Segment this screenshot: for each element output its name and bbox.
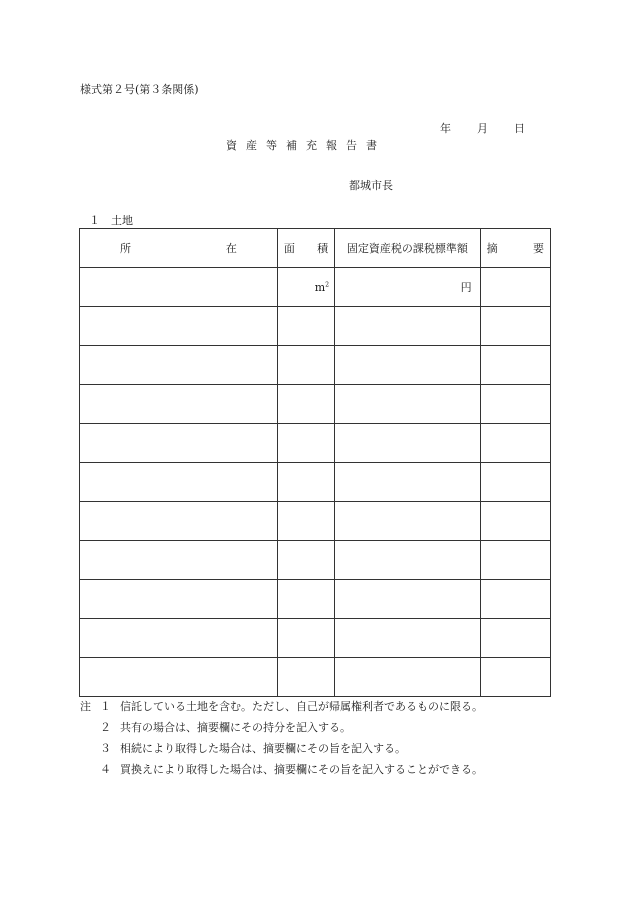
- note-text: 買換えにより取得した場合は、摘要欄にその旨を記入することができる。: [120, 763, 483, 776]
- cell-tax-value[interactable]: [335, 424, 481, 463]
- cell-location[interactable]: [80, 424, 278, 463]
- header-area: [277, 229, 334, 268]
- date-day: 日: [514, 122, 525, 135]
- cell-remarks[interactable]: [480, 502, 550, 541]
- addressee: 都城市長: [349, 179, 393, 192]
- cell-location[interactable]: [80, 619, 278, 658]
- header-area-char1: 面: [283, 242, 295, 255]
- note-item: [80, 696, 483, 717]
- note-number: ３: [100, 742, 111, 755]
- cell-tax-value[interactable]: [335, 580, 481, 619]
- document-title: 資産等補充報告書: [226, 139, 386, 152]
- table-row: [80, 463, 551, 502]
- cell-area[interactable]: [277, 307, 334, 346]
- cell-remarks[interactable]: [480, 346, 550, 385]
- table-row: [80, 502, 551, 541]
- cell-tax-value[interactable]: [335, 307, 481, 346]
- table-row: [80, 619, 551, 658]
- unit-area-sup: 2: [325, 280, 330, 288]
- table-row: [80, 268, 551, 307]
- cell-area[interactable]: [277, 268, 334, 307]
- note-item: [80, 717, 483, 738]
- cell-remarks[interactable]: [480, 619, 550, 658]
- cell-tax-value[interactable]: [335, 268, 481, 307]
- header-location-char2: 在: [225, 242, 237, 255]
- cell-location[interactable]: [80, 541, 278, 580]
- cell-location[interactable]: [80, 346, 278, 385]
- header-location-char1: 所: [120, 242, 131, 255]
- table-header-row: [80, 229, 551, 268]
- cell-area[interactable]: [277, 619, 334, 658]
- cell-remarks[interactable]: [480, 658, 550, 697]
- note-text: 共有の場合は、摘要欄にその持分を記入する。: [120, 721, 351, 734]
- table-row: [80, 346, 551, 385]
- note-text: 相続により取得した場合は、摘要欄にその旨を記入する。: [120, 742, 406, 755]
- cell-remarks[interactable]: [480, 463, 550, 502]
- cell-tax-value[interactable]: [335, 346, 481, 385]
- cell-tax-value[interactable]: [335, 541, 481, 580]
- note-item: [80, 759, 483, 780]
- unit-area: m: [314, 280, 326, 294]
- cell-location[interactable]: [80, 502, 278, 541]
- header-remarks-char1: 摘: [486, 242, 498, 255]
- cell-remarks[interactable]: [480, 385, 550, 424]
- cell-tax-value[interactable]: [335, 619, 481, 658]
- table-row: [80, 541, 551, 580]
- note-item: [80, 738, 483, 759]
- cell-area[interactable]: [277, 463, 334, 502]
- date-month: 月: [477, 122, 488, 135]
- cell-remarks[interactable]: [480, 424, 550, 463]
- header-tax-value-label: 固定資産税の課税標準額: [346, 242, 468, 255]
- header-location: [80, 229, 278, 268]
- note-number: ２: [100, 721, 111, 734]
- cell-area[interactable]: [277, 541, 334, 580]
- section-label: １ 土地: [89, 214, 133, 227]
- cell-location[interactable]: [80, 580, 278, 619]
- cell-tax-value[interactable]: [335, 385, 481, 424]
- cell-area[interactable]: [277, 658, 334, 697]
- note-text: 信託している土地を含む。ただし、自己が帰属権利者であるものに限る。: [120, 700, 483, 713]
- cell-area[interactable]: [277, 385, 334, 424]
- cell-location[interactable]: [80, 463, 278, 502]
- note-number: １: [100, 700, 111, 713]
- cell-remarks[interactable]: [480, 580, 550, 619]
- table-row: [80, 658, 551, 697]
- table-row: [80, 580, 551, 619]
- header-remarks-char2: 要: [533, 242, 544, 255]
- cell-location[interactable]: [80, 658, 278, 697]
- notes: [80, 696, 483, 780]
- unit-yen: 円: [460, 281, 472, 294]
- header-tax-value: [335, 229, 481, 268]
- cell-area[interactable]: [277, 502, 334, 541]
- note-number: ４: [100, 763, 111, 776]
- cell-area[interactable]: [277, 346, 334, 385]
- table-row: [80, 307, 551, 346]
- header-area-char2: 積: [317, 242, 329, 255]
- cell-area[interactable]: [277, 580, 334, 619]
- header-remarks: [480, 229, 550, 268]
- cell-area[interactable]: [277, 424, 334, 463]
- notes-head: 注: [80, 700, 91, 713]
- cell-location[interactable]: [80, 385, 278, 424]
- land-table: [79, 228, 551, 697]
- cell-remarks[interactable]: [480, 268, 550, 307]
- date-year: 年: [440, 122, 451, 135]
- cell-tax-value[interactable]: [335, 502, 481, 541]
- cell-remarks[interactable]: [480, 541, 550, 580]
- table-row: [80, 385, 551, 424]
- cell-tax-value[interactable]: [335, 658, 481, 697]
- cell-location[interactable]: [80, 268, 278, 307]
- cell-remarks[interactable]: [480, 307, 550, 346]
- cell-tax-value[interactable]: [335, 463, 481, 502]
- cell-location[interactable]: [80, 307, 278, 346]
- form-number: 様式第２号(第３条関係): [80, 83, 199, 96]
- table-row: [80, 424, 551, 463]
- date-line: [440, 120, 525, 136]
